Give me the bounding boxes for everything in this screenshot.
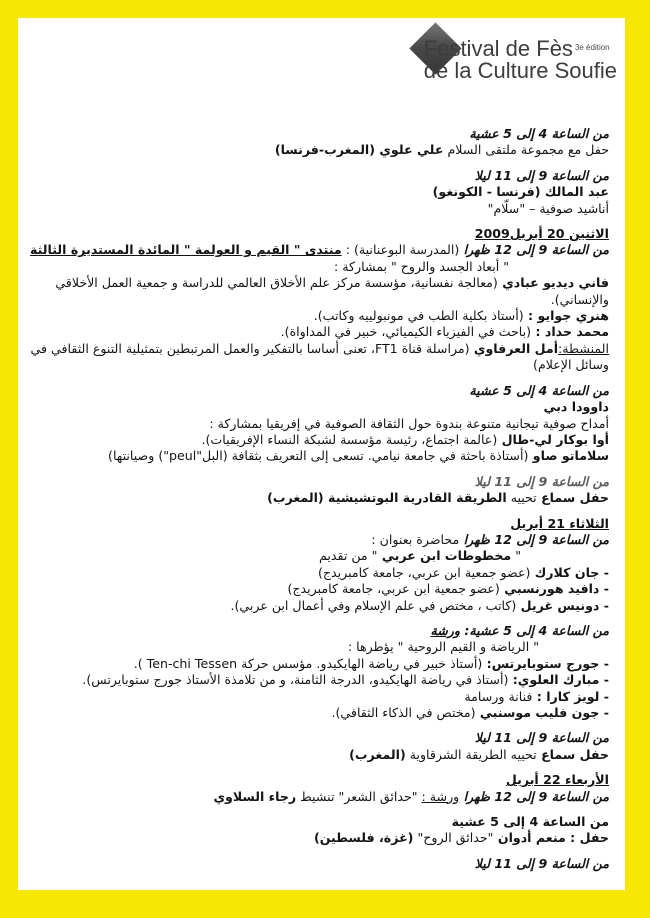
program-line: [30, 399, 609, 415]
festival-logo: [424, 38, 617, 83]
logo-edition: 3e édition: [574, 43, 610, 52]
program-line: [30, 242, 609, 258]
text-segment: أناشيد صوفية – "سلّام": [487, 200, 609, 216]
text-segment: (كاتب ، مختص في علم الإسلام وفي أعمال ابن عربي).: [230, 597, 517, 613]
program: [30, 126, 609, 872]
text-segment: - لويز كارا :: [532, 688, 609, 704]
text-segment: (أستاذ خبير في رياضة الهايكيدو. مؤسس حركة Ten-chi Tessen ).: [133, 655, 483, 671]
program-line: [30, 308, 609, 324]
program-line: [30, 201, 609, 217]
program-line: [30, 168, 609, 184]
text-segment: الاثنين 20 أبريل2009: [474, 226, 609, 242]
program-line: [30, 259, 609, 275]
text-segment: رجاء السلاوي: [213, 788, 297, 804]
program-line: [30, 656, 609, 672]
text-segment: " من تقديم: [318, 548, 378, 564]
text-segment: من الساعة 9 إلى 12 ظهرا: [459, 531, 609, 547]
text-segment: (أستاذ في رياضة الهايكيدو، الدرجة الثامنة، و من تلامذة الأستاذ جورج ستوبايرتس).: [82, 672, 509, 688]
text-segment: - جون فليب موسنبي: [475, 705, 609, 720]
program-line: [30, 275, 609, 308]
program-line: [30, 747, 609, 763]
text-segment: فاني ديديو عبادي: [497, 275, 609, 291]
text-segment: (عالمة اجتماع، رئيسة مؤسسة لشبكة النساء الإفريقيات).: [201, 431, 498, 447]
program-line: [30, 383, 609, 399]
text-segment: محاضرة بعنوان :: [371, 531, 460, 547]
text-segment: "حدائق الشعر" تنشيط: [296, 788, 422, 804]
text-segment: من الساعة 9 إلى 11 ليلا: [474, 473, 609, 489]
text-segment: من الساعة 4 إلى 5 عشية: [451, 814, 609, 830]
text-segment: ": [511, 548, 521, 564]
program-line: [30, 341, 609, 374]
day-header: [30, 772, 609, 788]
text-segment: (معالجة نفسانية، مؤسسة مركز علم الأخلاق العالمي للدراسة و جمعية العمل الأخلاقي والإنساني).: [55, 275, 609, 307]
program-line: [30, 490, 609, 506]
text-segment: (غزة، فلسطين): [313, 830, 414, 846]
program-line: [30, 581, 609, 597]
text-segment: - دافيد هورنسبي: [499, 581, 609, 597]
text-segment: (أستاذة باحثة في جامعة نيامي. تسعى إلى التعريف بثقافة (البل"peul") وصيانتها): [108, 448, 529, 464]
text-segment: ورشة: [430, 622, 460, 638]
program-line: [30, 830, 609, 846]
text-segment: " أبعاد الجسد والروح " بمشاركة :: [334, 258, 509, 274]
program-line: [30, 856, 609, 872]
program-line: [30, 474, 609, 490]
text-segment: من الساعة 9 إلى 11 ليلا: [474, 855, 609, 871]
logo-title-line: [424, 38, 617, 60]
section-tuesday-21-april: [30, 516, 609, 764]
text-segment: من الساعة 9 إلى 11 ليلا: [474, 730, 609, 746]
text-segment: هنري جوايو :: [523, 308, 609, 324]
paper: [18, 18, 625, 890]
program-line: [30, 565, 609, 581]
text-segment: تحييه: [506, 490, 537, 506]
text-segment: - جورج ستوبايرتس:: [482, 655, 609, 671]
section-monday-20-april-2009: [30, 226, 609, 507]
text-segment: داوودا دبي: [543, 399, 609, 415]
text-segment: علي علوي (المغرب-فرنسا): [274, 142, 444, 158]
program-line: [30, 448, 609, 464]
program-line: [30, 730, 609, 746]
text-segment: - مبارك العلوي:: [508, 672, 609, 688]
text-segment: (المغرب): [349, 746, 406, 762]
text-segment: منتدى " القيم و العولمة " المائدة المستديرة الثالثة: [30, 242, 342, 258]
text-segment: الطريقة القادرية البوتشيشية (المغرب): [267, 490, 507, 506]
text-segment: من الساعة 4 إلى 5 عشية: [469, 126, 609, 141]
text-segment: أوا بوكار لي-طال: [497, 431, 609, 447]
text-segment: (باحث في الفيزياء الكيميائي، خبير في المداواة).: [280, 324, 532, 340]
text-segment: عبد المالك (فرنسا - الكونغو): [432, 184, 609, 200]
section-pre-program: [30, 126, 609, 217]
text-segment: من الساعة 4 إلى 5 عشية: [469, 382, 609, 398]
text-segment: (عضو جمعية ابن عربي، جامعة كامبريدج): [287, 581, 500, 597]
text-segment: - دونيس غريل: [516, 597, 609, 613]
text-segment: ورشة :: [421, 788, 460, 804]
program-line: [30, 814, 609, 830]
day-header: [30, 516, 609, 532]
text-segment: فنانة ورسامة: [464, 688, 533, 704]
program-line: [30, 142, 609, 158]
program-line: [30, 689, 609, 705]
program-line: [30, 532, 609, 548]
text-segment: " الرياضة و القيم الروحية " يؤطرها :: [347, 639, 539, 655]
program-line: [30, 639, 609, 655]
text-segment: الأربعاء 22 أبريل: [505, 772, 609, 788]
text-segment: حفل سماع: [536, 490, 609, 506]
text-segment: من الساعة 9 إلى 12 ظهرا: [459, 242, 609, 258]
program-line: [30, 789, 609, 805]
program-line: [30, 705, 609, 721]
text-segment: سلاماتو صاو: [528, 448, 609, 464]
text-segment: حفل : منعم أدوان: [493, 830, 609, 846]
logo-title: Festival de Fès: [423, 36, 573, 61]
text-segment: (أستاذ بكلية الطب في مونبولييه وكاتب).: [313, 308, 524, 324]
text-segment: (المدرسة البوعنانية) :: [341, 242, 460, 258]
text-segment: الثلاثاء 21 أبريل: [510, 515, 609, 531]
logo-subtitle: de la Culture Soufie: [423, 58, 617, 84]
text-segment: من الساعة 4 إلى 5 عشية:: [459, 622, 609, 638]
text-segment: - جان كلارك: [530, 564, 609, 580]
day-header: [30, 226, 609, 242]
program-line: [30, 184, 609, 200]
program-line: [30, 126, 609, 142]
text-segment: المنشطة:: [558, 340, 609, 356]
program-line: [30, 432, 609, 448]
program-line: [30, 598, 609, 614]
text-segment: حفل سماع: [536, 746, 609, 762]
text-segment: تحييه الطريقة الشرقاوية: [405, 746, 537, 762]
text-segment: (مراسلة قناة FT1، تعنى أساسا بالتفكير والعمل المرتبطين بتمثيلية التنوع الثقافي في وسائل الإعلام): [30, 340, 609, 373]
text-segment: أمل العرفاوي: [469, 340, 559, 356]
text-segment: أمداح صوفية تيجانية متنوعة بندوة حول الثقافة الصوفية في إفريقيا بمشاركة :: [209, 415, 609, 431]
text-segment: "حدائق الروح": [413, 830, 494, 846]
section-wednesday-22-april: [30, 772, 609, 872]
program-line: [30, 672, 609, 688]
text-segment: من الساعة 9 إلى 11 ليلا: [474, 167, 609, 183]
program-line: [30, 623, 609, 639]
program-line: [30, 416, 609, 432]
text-segment: مخطوطات ابن عربي: [377, 548, 512, 564]
text-segment: من الساعة 9 إلى 12 ظهرا: [459, 788, 609, 804]
text-segment: (مختص في الذكاء الثقافي).: [331, 705, 476, 720]
program-line: [30, 548, 609, 564]
text-segment: (عضو جمعية ابن عربي، جامعة كامبريدج): [318, 564, 531, 580]
program-line: [30, 324, 609, 340]
text-segment: محمد حداد :: [531, 324, 609, 340]
text-segment: حفل مع مجموعة ملتقى السلام: [443, 142, 609, 158]
